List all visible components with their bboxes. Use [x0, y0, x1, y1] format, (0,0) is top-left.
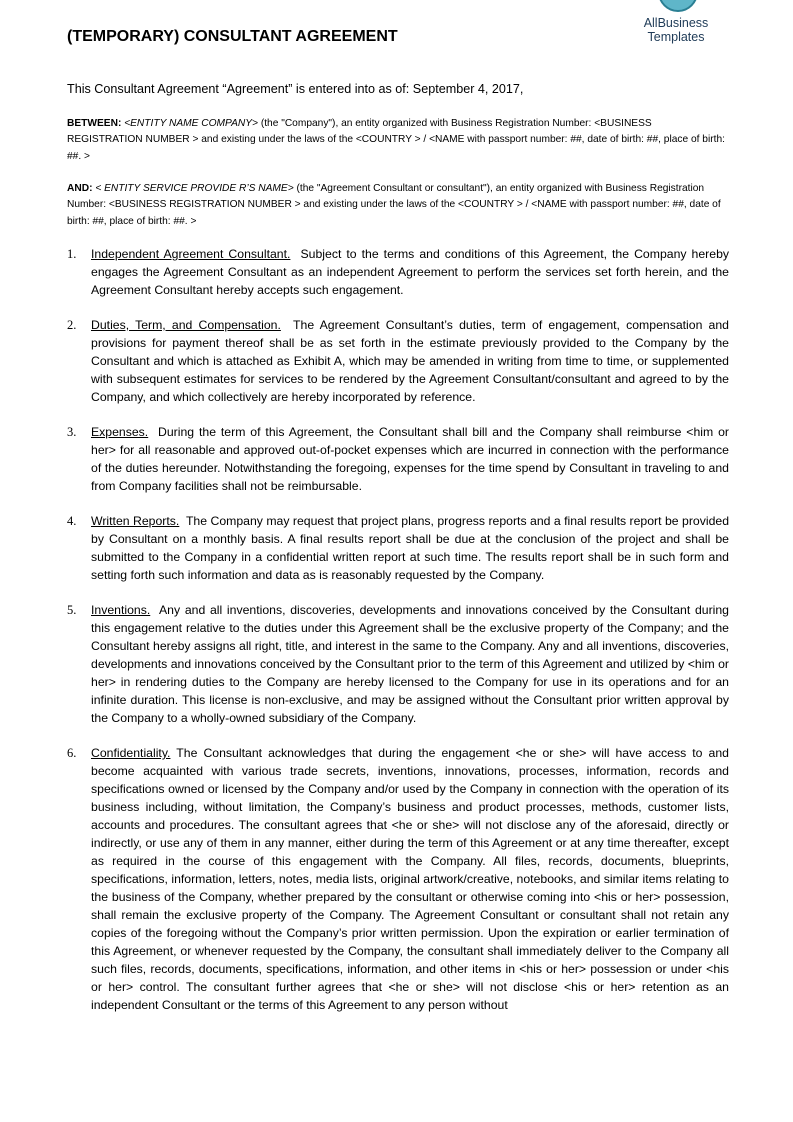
brand-name [630, 16, 722, 44]
clause-number: 6. [67, 746, 77, 760]
clause-duties-term-compensation [67, 316, 729, 406]
clause-list [67, 245, 729, 1031]
clause-heading: Confidentiality. [91, 746, 171, 760]
between-label: BETWEEN: [67, 118, 122, 129]
clause-confidentiality [67, 744, 729, 1014]
clause-body: Subject to the terms and conditions of this Agreement, the Company hereby engages the Agreement Consultant as an independent Agreement to perform the services set forth herein, and the Agreement Consultant hereby accepts such engagement. [91, 247, 730, 297]
and-text: (the "Agreement Consultant or consultant"), an entity organized with Business Registration Number: <BUSINESS REGISTRATION NUMBER > and existing under the laws of the <COUNTRY > / <NAME with passport number: ##, date of birth: ##, place of birth: ##. > [67, 183, 721, 227]
clause-body: The Consultant acknowledges that during the engagement <he or she> will have access to and become acquainted with various trade secrets, inventions, innovations, processes, information, records and specifications owned or licensed by the Company and/or used by the Company in connection with the operation of its business including, without limitation, the Company’s business and product processes, methods, customer lists, accounts and procedures. The consultant agrees that <he or she> will not disclose any of the aforesaid, directly or indirectly, or use any of them in any manner, either during the term of this Agreement or at any time thereafter, except as required in the course of this engagement with the Company. All files, records, documents, blueprints, specifications, information, letters, notes, media lists, original artwork/creative, notebooks, and similar items relating to the business of the Company, whether prepared by the consultant or otherwise coming into <his or her> possession, shall remain the exclusive property of the Company. The Agreement Consultant or consultant shall not retain any copies of the foregoing without the Company’s prior written permission. Upon the expiration or earlier termination of this Agreement, or whenever requested by the Company, the consultant shall immediately deliver to the Company all such files, records, documents, specifications, information, and other items in <his or her> possession or under <his or her> control. The consultant further agrees that <he or she> will not disclose <his or her> retention as an independent Consultant or the terms of this Agreement to any person without [91, 746, 729, 1012]
and-label: AND: [67, 183, 93, 194]
clause-body: The Company may request that project plans, progress reports and a final results report be provided by Consultant on a monthly basis. A final results report shall be due at the conclusion of the project and shall be submitted to the Company in a confidential written report at such time. The results report shall be in such form and setting forth such information and data as is reasonably requested by the Company. [91, 514, 730, 582]
party-and [67, 181, 729, 230]
clause-inventions [67, 601, 729, 727]
clause-number: 3. [67, 425, 77, 439]
clause-body: The Agreement Consultant’s duties, term of engagement, compensation and provisions for payment thereof shall be as set forth in the estimate previously provided to the Company by the Consultant and which is attached as Exhibit A, which may be amended in writing from time to time, or supplemented with subsequent estimates for services to be rendered by the Agreement Consultant/consultant and agreed to by the Company, and which collectively are hereby incorporated by reference. [91, 318, 729, 404]
clause-heading: Inventions. [91, 603, 151, 617]
brand-line-1: AllBusiness [643, 16, 709, 30]
agreement-intro: This Consultant Agreement “Agreement” is entered into as of: September 4, 2017, [67, 82, 524, 96]
clause-number: 4. [67, 514, 77, 528]
between-entity: <ENTITY NAME COMPANY> [124, 118, 258, 129]
clause-heading: Expenses. [91, 425, 149, 439]
clause-independent-consultant [67, 245, 729, 299]
document-title: (TEMPORARY) CONSULTANT AGREEMENT [67, 28, 398, 45]
clause-written-reports [67, 512, 729, 584]
clause-number: 1. [67, 247, 77, 261]
clause-number: 5. [67, 603, 77, 617]
party-between [67, 116, 729, 165]
clause-number: 2. [67, 318, 77, 332]
clause-body: Any and all inventions, discoveries, developments and innovations conceived by the Consultant during this engagement relative to the duties under this Agreement shall be the exclusive property of the Company; and the Consultant hereby assigns all right, title, and interest in the same to the Company. Any and all inventions, discoveries, developments and innovations conceived by the Consultant prior to the term of this Agreement and utilized by <him or her> in rendering duties to the Company are hereby licensed to the Company for use in its operations and for an infinite duration. This license is non-exclusive, and may be assigned without the Consultant prior written approval by the Company to a wholly-owned subsidiary of the Company. [91, 603, 729, 725]
clause-heading: Duties, Term, and Compensation. [91, 318, 281, 332]
clause-heading: Written Reports. [91, 514, 180, 528]
logo-badge-icon [658, 0, 698, 12]
and-entity: < ENTITY SERVICE PROVIDE R’S NAME> [95, 183, 294, 194]
brand-line-2: Templates [647, 30, 705, 44]
clause-expenses [67, 423, 729, 495]
clause-body: During the term of this Agreement, the Consultant shall bill and the Company shall reimburse <him or her> for all reasonable and approved out-of-pocket expenses which are incurred in connection with the performance of the duties hereunder. Notwithstanding the foregoing, expenses for the time spend by Consultant in traveling to and from Company facilities shall not be reimbursable. [91, 425, 729, 493]
between-text: (the "Company"), an entity organized with Business Registration Number: <BUSINESS REGISTRATION NUMBER > and existing under the laws of the <COUNTRY > / <NAME with passport number: ##, date of birth: ##, place of birth: ##. > [67, 118, 725, 162]
clause-heading: Independent Agreement Consultant. [91, 247, 291, 261]
